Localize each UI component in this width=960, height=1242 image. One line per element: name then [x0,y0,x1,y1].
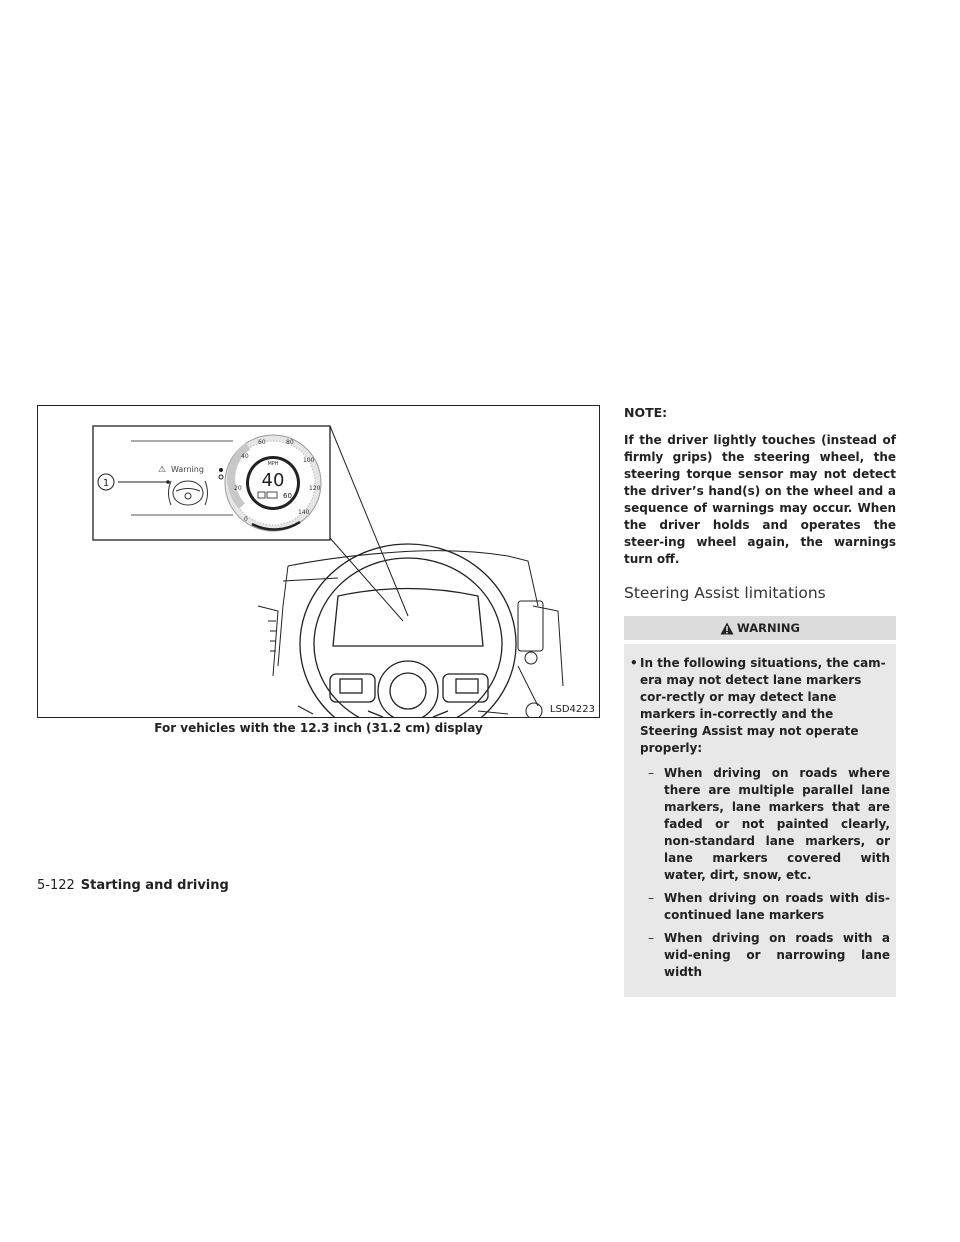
list-item: – When driving on roads with a wid-ening or narrowing lane width [648,931,890,979]
svg-text:140: 140 [298,509,310,516]
page-footer [37,878,229,893]
bullet-dot: • [630,656,638,670]
figure-caption: For vehicles with the 12.3 inch (31.2 cm) display [154,721,483,735]
warning-sub-list [628,765,890,981]
current-speed: 40 [261,470,285,491]
warning-bullet-item [628,655,890,757]
warning-header [624,616,896,640]
list-item: – When driving on roads where there are multiple parallel lane markers, lane markers that are faded or not painted clearly, non-standard lane markers, or lane markers covered with water, dirt, snow, etc. [648,766,890,882]
warning-body [624,644,896,997]
svg-text:40: 40 [241,453,249,460]
speedometer-gauge [225,435,321,531]
instrument-cluster-inset [93,426,330,540]
list-item: – When driving on roads with dis-continued lane markers [648,891,890,922]
warning-item-text: In the following situations, the cam-era may not detect lane markers cor-rectly or may detect lane markers in-correctly and the Steering Assist may not operate properly: [640,656,886,755]
chapter-title: Starting and driving [80,878,229,893]
svg-text:0: 0 [244,516,248,523]
steering-wheel-illustration [38,406,599,717]
svg-text:60: 60 [258,439,266,446]
figure-illustration [37,405,600,718]
svg-text:20: 20 [234,485,242,492]
figure-code: LSD4223 [549,704,595,715]
svg-text:80: 80 [286,439,294,446]
warning-icon [720,622,734,635]
page-number: 5-122 [37,878,75,893]
svg-text:⚠: ⚠ [158,465,167,475]
note-text: If the driver lightly touches (instead of firmly grips) the steering wheel, the steering torque sensor may not detect the driver’s hand(s) on the wheel and a sequence of warnings may occur. When the driver holds and operates the steer-ing wheel again, the warnings turn off. [624,433,896,566]
warning-title: WARNING [737,621,800,635]
svg-text:100: 100 [303,457,315,464]
section-title: Steering Assist limitations [624,584,826,602]
speed-unit: MPH [267,461,279,467]
svg-text:120: 120 [309,485,321,492]
note-heading: NOTE: [624,405,668,420]
dashboard-outline [258,551,563,717]
set-speed: 60 [283,492,292,500]
callout-number: 1 [102,478,110,489]
steering-wheel [300,544,516,717]
warning-label: Warning [171,465,204,474]
leader-lines [330,426,408,621]
right-column [624,400,896,997]
